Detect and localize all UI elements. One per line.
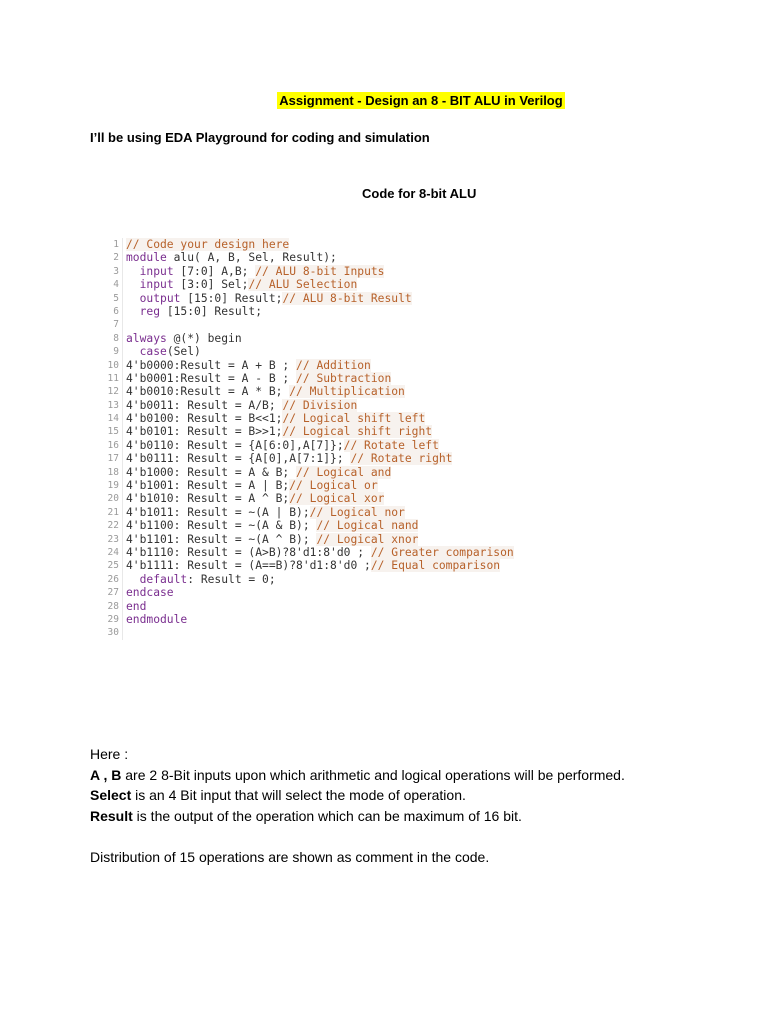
- line-number: 8: [97, 332, 123, 345]
- code-line: [97, 533, 527, 546]
- code-comment: // Addition: [296, 358, 371, 372]
- code-text: [123, 425, 432, 438]
- code-statement: 4'b1100: Result = ~(A & B);: [126, 519, 317, 533]
- code-keyword: endmodule: [126, 612, 188, 626]
- line-number: 21: [97, 506, 123, 519]
- line-number: 13: [97, 399, 123, 412]
- code-line: [97, 292, 527, 305]
- code-text: [123, 519, 418, 532]
- paragraph-gap: [90, 826, 730, 847]
- code-keyword: default: [139, 572, 188, 586]
- line-number: 16: [97, 439, 123, 452]
- line-number: 25: [97, 559, 123, 572]
- line-number: 15: [97, 425, 123, 438]
- code-comment: // Code your design here: [126, 238, 290, 251]
- code-statement: [126, 600, 146, 613]
- code-line: [97, 466, 527, 479]
- line-number: 20: [97, 492, 123, 505]
- code-text: [123, 479, 378, 492]
- result-term: Result: [90, 807, 133, 824]
- code-line: [97, 506, 527, 519]
- select-term: Select: [90, 787, 132, 803]
- assignment-title: Assignment - Design an 8 - BIT ALU in Verilog: [279, 93, 563, 108]
- code-comment: // Logical xnor: [316, 532, 419, 546]
- code-line: [97, 345, 527, 358]
- code-statement: 4'b1110: Result = (A>B)?8'd1:8'd0 ;: [126, 545, 371, 559]
- code-comment: // Logical or: [289, 479, 378, 493]
- code-text: [123, 466, 391, 479]
- code-comment: // Logical shift right: [282, 425, 433, 439]
- code-text: [123, 573, 276, 586]
- code-text: [123, 626, 126, 639]
- ab-term: A , B: [90, 766, 122, 783]
- code-text: [123, 345, 201, 358]
- code-comment: // Equal comparison: [370, 559, 501, 573]
- code-comment: // Greater comparison: [370, 545, 514, 559]
- code-text: [123, 385, 405, 398]
- code-line: [97, 399, 527, 412]
- code-comment: // Subtraction: [296, 371, 392, 385]
- code-statement: always @(*) begin: [126, 331, 242, 345]
- code-line: [97, 425, 527, 438]
- code-text: [123, 278, 357, 291]
- distribution-text: Distribution of 15 operations are shown as comment in the code.: [90, 848, 490, 865]
- code-text: [123, 506, 405, 519]
- code-text: [123, 600, 146, 613]
- code-line: [97, 559, 527, 572]
- code-text: [123, 292, 412, 305]
- code-text: [123, 238, 289, 251]
- code-statement: 4'b0101: Result = B>>1;: [126, 425, 283, 439]
- line-number: 3: [97, 265, 123, 278]
- code-statement: 4'b0001:Result = A - B ;: [126, 371, 297, 385]
- code-comment: // Rotate right: [350, 452, 453, 466]
- code-comment: // ALU Selection: [248, 278, 358, 292]
- code-statement: 4'b0100: Result = B<<1;: [126, 412, 283, 426]
- line-number: 11: [97, 372, 123, 385]
- line-number: 9: [97, 345, 123, 358]
- result-paragraph: [90, 806, 730, 827]
- code-line: [97, 546, 527, 559]
- code-line: [97, 626, 527, 639]
- code-comment: // Logical and: [296, 465, 392, 479]
- code-line: [97, 519, 527, 532]
- code-statement: 4'b0111: Result = {A[0],A[7:1]};: [126, 452, 351, 466]
- code-line: [97, 479, 527, 492]
- here-label: Here :: [90, 746, 129, 762]
- title-wrap: [0, 92, 768, 110]
- code-text: [123, 452, 452, 465]
- code-comment: // Multiplication: [289, 385, 405, 399]
- line-number: 1: [97, 238, 123, 251]
- code-text: [123, 332, 242, 345]
- code-statement: 4'b0011: Result = A/B;: [126, 398, 283, 412]
- code-text: [123, 305, 262, 318]
- code-statement: 4'b1111: Result = (A==B)?8'd1:8'd0 ;: [126, 559, 371, 573]
- line-number: 6: [97, 305, 123, 318]
- code-statement: 4'b0000:Result = A + B ;: [126, 358, 297, 372]
- code-comment: // ALU 8-bit Inputs: [255, 264, 385, 278]
- ab-desc: are 2 8-Bit inputs upon which arithmetic and logical operations will be performed.: [121, 766, 625, 783]
- line-number: 2: [97, 251, 123, 264]
- code-text: [123, 265, 384, 278]
- code-text: [123, 559, 500, 572]
- line-number: 18: [97, 466, 123, 479]
- line-number: 19: [97, 479, 123, 492]
- code-line: [97, 573, 527, 586]
- code-statement: module alu( A, B, Sel, Result);: [126, 251, 337, 265]
- line-number: 28: [97, 600, 123, 613]
- code-statement: output [15:0] Result;: [139, 291, 283, 305]
- code-comment: // Logical shift left: [282, 412, 426, 426]
- line-number: 10: [97, 359, 123, 372]
- code-line: [97, 359, 527, 372]
- code-statement: 4'b1011: Result = ~(A | B);: [126, 505, 310, 519]
- result-desc: is the output of the operation which can be maximum of 16 bit.: [132, 807, 522, 824]
- code-line: [97, 586, 527, 599]
- code-text: [123, 492, 384, 505]
- code-text: [123, 372, 391, 385]
- code-keyword: reg: [139, 304, 161, 318]
- code-statement: reg [15:0] Result;: [139, 304, 263, 318]
- code-text: [123, 251, 337, 264]
- code-keyword: case: [139, 345, 167, 359]
- code-text: [123, 586, 174, 599]
- code-comment: // Division: [282, 398, 358, 412]
- intro-text: I’ll be using EDA Playground for coding and simulation: [90, 130, 430, 145]
- code-text: [123, 399, 357, 412]
- code-keyword: input: [139, 278, 174, 292]
- code-line: [97, 372, 527, 385]
- code-statement: 4'b0110: Result = {A[6:0],A[7]};: [126, 438, 344, 452]
- code-text: [123, 533, 418, 546]
- line-number: 27: [97, 586, 123, 599]
- code-line: [97, 332, 527, 345]
- explanation: [90, 744, 730, 867]
- code-line: [97, 305, 527, 318]
- line-number: 24: [97, 546, 123, 559]
- code-text: [123, 613, 187, 626]
- code-text: [123, 318, 126, 331]
- code-statement: 4'b1010: Result = A ^ B;: [126, 492, 290, 506]
- code-text: [123, 359, 371, 372]
- code-line: [97, 439, 527, 452]
- code-statement: input [7:0] A,B;: [139, 264, 256, 278]
- select-paragraph: [90, 785, 730, 806]
- line-number: 12: [97, 385, 123, 398]
- code-keyword: output: [139, 291, 181, 305]
- code-statement: [126, 586, 174, 599]
- line-number: 4: [97, 278, 123, 291]
- line-number: 26: [97, 573, 123, 586]
- code-keyword: always: [126, 331, 167, 345]
- code-line: [97, 238, 527, 251]
- line-number: 14: [97, 412, 123, 425]
- code-editor: [97, 238, 527, 640]
- code-line: [97, 251, 527, 264]
- code-text: [123, 546, 514, 559]
- line-number: 30: [97, 626, 123, 639]
- code-statement: 4'b1000: Result = A & B;: [126, 465, 297, 479]
- ab-paragraph: [90, 765, 730, 786]
- code-line: [97, 452, 527, 465]
- code-statement: input [3:0] Sel;: [139, 278, 249, 292]
- line-number: 7: [97, 318, 123, 331]
- code-statement: default: Result = 0;: [139, 572, 276, 586]
- code-statement: 4'b1001: Result = A | B;: [126, 479, 290, 493]
- line-number: 5: [97, 292, 123, 305]
- line-number: 17: [97, 452, 123, 465]
- code-line: [97, 600, 527, 613]
- select-desc: is an 4 Bit input that will select the mode of operation.: [131, 787, 466, 803]
- code-keyword: input: [139, 264, 174, 278]
- code-line: [97, 278, 527, 291]
- code-line: [97, 613, 527, 626]
- code-statement: [126, 613, 187, 626]
- code-comment: // ALU 8-bit Result: [282, 291, 412, 305]
- code-statement: 4'b1101: Result = ~(A ^ B);: [126, 532, 317, 546]
- code-text: [123, 412, 425, 425]
- code-comment: // Logical nand: [316, 519, 419, 533]
- code-comment: // Logical nor: [309, 505, 405, 519]
- code-line: [97, 385, 527, 398]
- code-statement: case(Sel): [139, 345, 201, 359]
- code-line: [97, 492, 527, 505]
- code-line: [97, 265, 527, 278]
- line-number: 22: [97, 519, 123, 532]
- code-statement: 4'b0010:Result = A * B;: [126, 385, 290, 399]
- line-number: 23: [97, 533, 123, 546]
- code-text: [123, 439, 439, 452]
- line-number: 29: [97, 613, 123, 626]
- code-line: [97, 318, 527, 331]
- code-comment: // Logical xor: [289, 492, 385, 506]
- code-comment: // Rotate left: [343, 438, 439, 452]
- code-keyword: endcase: [126, 586, 174, 600]
- code-line: [97, 412, 527, 425]
- code-keyword: end: [126, 599, 147, 613]
- code-keyword: module: [126, 251, 167, 265]
- code-heading: Code for 8-bit ALU: [362, 186, 477, 201]
